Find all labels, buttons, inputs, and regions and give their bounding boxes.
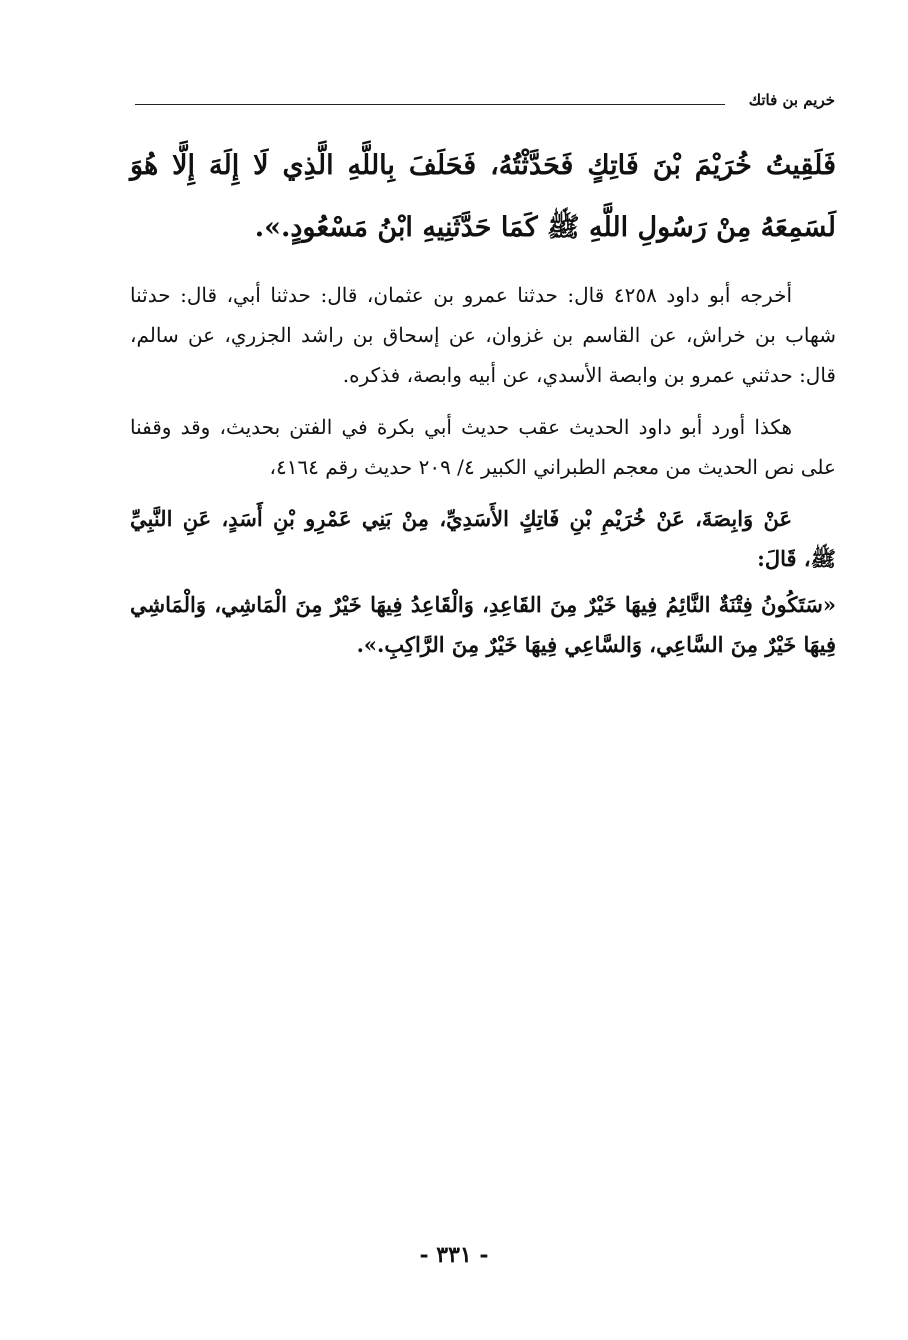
hadith-text-paragraph: «سَتَكُونُ فِتْنَةٌ النَّائِمُ فِيهَا خَيْرٌ مِنَ القَاعِدِ، وَالْقَاعِدُ فِيهَا خَيْرٌ مِنَ الْمَاشِي، وَالْمَاشِي فِيهَا خَيْرٌ مِنَ السَّاعِي، وَالسَّاعِي فِيهَا خَيْرٌ مِنَ الرَّاكِبِ.». xyxy=(130,592,836,657)
header-rule xyxy=(135,104,725,105)
page-body xyxy=(130,135,836,671)
commentary-paragraph: هكذا أورد أبو داود الحديث عقب حديث أبي بكرة في الفتن بحديث، وقد وقفنا على نص الحديث من معجم الطبراني الكبير ٤/ ٢٠٩ حديث رقم ٤١٦٤، xyxy=(130,415,836,479)
running-head: خريم بن فاتك xyxy=(748,91,835,109)
takhrij-paragraph: أخرجه أبو داود ٤٢٥٨ قال: حدثنا عمرو بن عثمان، قال: حدثنا أبي، قال: حدثنا شهاب بن خراش، عن القاسم بن غزوان، عن إسحاق بن راشد الجزري، عن سالم، قال: حدثني عمرو بن وابصة الأسدي، عن أبيه وابصة، فذكره. xyxy=(130,283,836,387)
page-header xyxy=(135,88,835,116)
hadith-quote-continuation: فَلَقِيتُ خُرَيْمَ بْنَ فَاتِكٍ فَحَدَّثْتُهُ، فَحَلَفَ بِاللَّهِ الَّذِي لَا إِلَهَ إِلَّا هُوَ لَسَمِعَهُ مِنْ رَسُولِ اللَّهِ ﷺ كَمَا حَدَّثَنِيهِ ابْنُ مَسْعُودٍ.». xyxy=(130,150,836,243)
isnad-paragraph: عَنْ وَابِصَةَ، عَنْ خُرَيْمِ بْنِ فَاتِكٍ الأَسَدِيِّ، مِنْ بَنِي عَمْرِو بْنِ أَسَدٍ، عَنِ النَّبِيِّ ﷺ، قَالَ: xyxy=(130,506,836,571)
page-number: - ٣٣١ - xyxy=(419,1242,489,1268)
